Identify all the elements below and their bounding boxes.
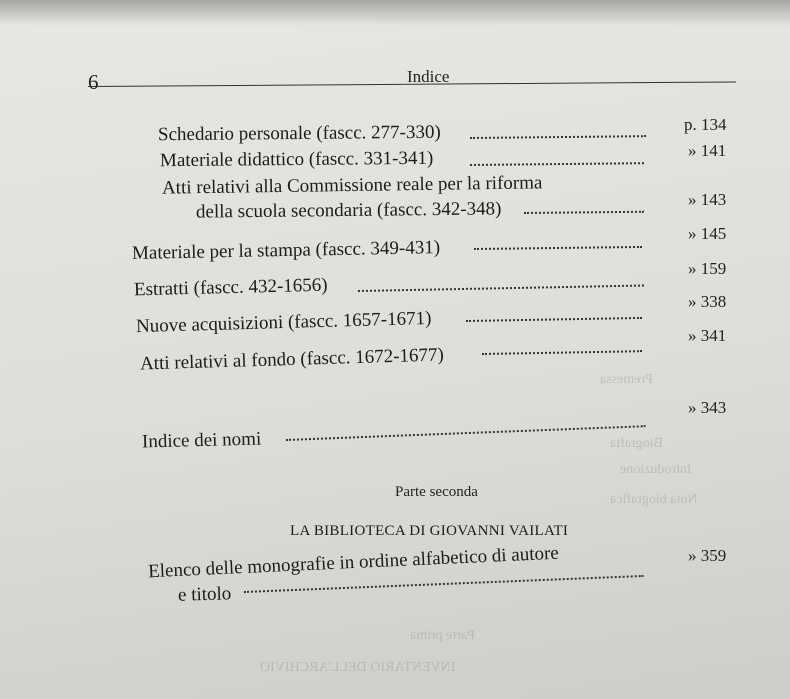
page-top-shadow: [0, 0, 790, 26]
toc-entry-page: » 338: [688, 292, 727, 311]
toc-entry-page: p. 134: [684, 115, 727, 134]
part-label: Parte seconda: [395, 484, 478, 500]
toc-entry-page: » 359: [688, 546, 727, 565]
bleed-through-text: Premessa: [600, 372, 653, 387]
dot-leader: [244, 575, 644, 593]
dot-leader: [474, 246, 642, 250]
toc-entry-page: » 141: [688, 141, 727, 160]
dot-leader: [358, 285, 644, 292]
bleed-through-text: INVENTARIO DELL'ARCHIVIO: [260, 660, 456, 675]
toc-entry-label: Atti relativi alla Commissione reale per la riforma: [161, 172, 543, 199]
toc-entry-page: » 159: [688, 259, 727, 278]
toc-entry-label: Schedario personale (fascc. 277-330): [157, 121, 441, 146]
toc-entry-label: Nuove acquisizioni (fascc. 1657-1671): [135, 307, 432, 338]
toc-entry-label-continued: e titolo: [177, 583, 232, 606]
toc-entry-page: » 341: [688, 326, 727, 345]
page-number: 6: [88, 70, 99, 94]
toc-entry-label: Materiale per la stampa (fascc. 349-431): [131, 237, 441, 264]
dot-leader: [524, 211, 644, 214]
dot-leader: [470, 162, 644, 166]
bleed-through-text: Parte prima: [410, 628, 475, 643]
part-title: LA BIBLIOTECA DI GIOVANNI VAILATI: [290, 523, 569, 539]
bleed-through-text: Introduzione: [620, 462, 692, 477]
toc-entry-label: Materiale didattico (fascc. 331-341): [159, 147, 434, 172]
toc-entry-page: » 143: [688, 190, 727, 209]
toc-entry-label: Estratti (fascc. 432-1656): [133, 274, 328, 301]
toc-entry-page: » 145: [688, 224, 727, 243]
toc-entry-label: Elenco delle monografie in ordine alfabetico di autore: [147, 542, 560, 583]
dot-leader: [482, 350, 642, 355]
bleed-through-text: Biografia: [610, 436, 663, 451]
toc-entry-page: » 343: [688, 398, 727, 417]
toc-entry-label: Indice dei nomi: [141, 428, 262, 453]
dot-leader: [466, 317, 642, 322]
dot-leader: [286, 425, 646, 441]
toc-entry-label-continued: della scuola secondaria (fascc. 342-348): [195, 198, 502, 223]
running-head: Indice: [407, 67, 450, 86]
dot-leader: [470, 135, 646, 139]
bleed-through-text: Nota biografica: [610, 492, 698, 507]
toc-entry-label: Atti relativi al fondo (fascc. 1672-1677): [139, 344, 445, 375]
